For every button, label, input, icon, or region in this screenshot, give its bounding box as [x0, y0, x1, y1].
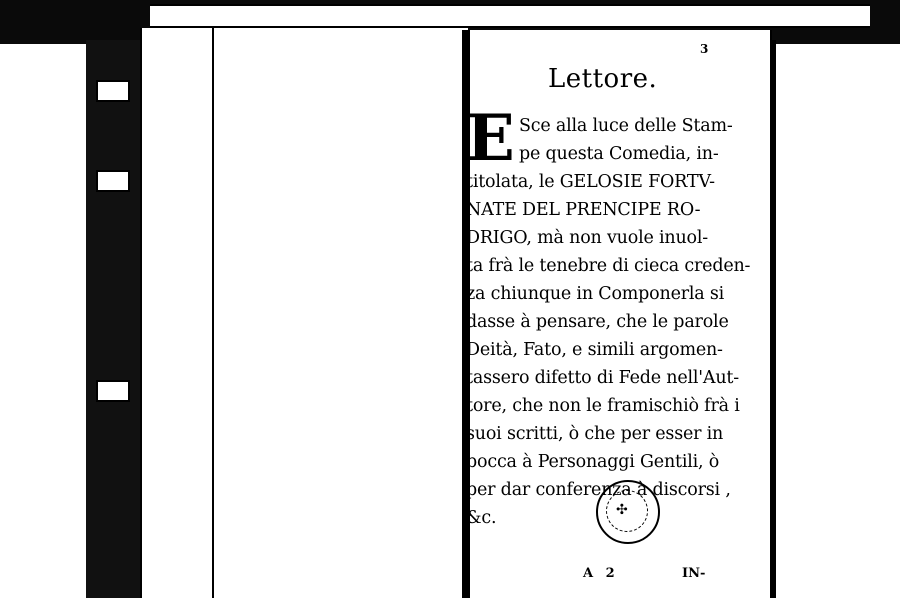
- text-line: tassero difetto di Fede nell'Aut-: [466, 368, 739, 388]
- catchword: IN-: [682, 566, 706, 581]
- text-line: dasse à pensare, che le parole: [466, 312, 729, 332]
- text-line: suoi scritti, ò che per esser in: [466, 424, 724, 444]
- spine-band: [96, 380, 130, 402]
- signature-mark: A 2: [583, 566, 619, 581]
- text-line: NATE DEL PRENCIPE RO-: [466, 200, 701, 220]
- library-stamp-icon: ✣: [596, 480, 660, 544]
- text-line: bocca à Personaggi Gentili, ò: [466, 452, 720, 472]
- page-heading: Lettore.: [548, 64, 658, 94]
- text-line: pe questa Comedia, in-: [519, 144, 719, 164]
- left-page-fold: [212, 28, 214, 598]
- right-page-edge: [770, 40, 776, 598]
- spine-band: [96, 170, 130, 192]
- text-line: titolata, le GELOSIE FORTV-: [466, 172, 715, 192]
- text-line: Deità, Fato, e simili argomen-: [466, 340, 723, 360]
- page-number: 3: [700, 42, 709, 56]
- text-line: tore, che non le framischiò frà i: [466, 396, 740, 416]
- top-page-edge: [150, 4, 870, 28]
- text-line: &c.: [466, 508, 497, 528]
- book-spine: [86, 40, 142, 598]
- text-line: ta frà le tenebre di cieca creden-: [466, 256, 751, 276]
- text-line: per dar conferenza à discorsi ,: [466, 480, 731, 500]
- drop-cap: E: [466, 101, 515, 176]
- left-blank-page: [140, 28, 468, 598]
- text-line: Sce alla luce delle Stam-: [519, 116, 733, 136]
- text-line: DRIGO, mà non vuole inuol-: [466, 228, 708, 248]
- spine-band: [96, 80, 130, 102]
- text-line: za chiunque in Componerla si: [466, 284, 725, 304]
